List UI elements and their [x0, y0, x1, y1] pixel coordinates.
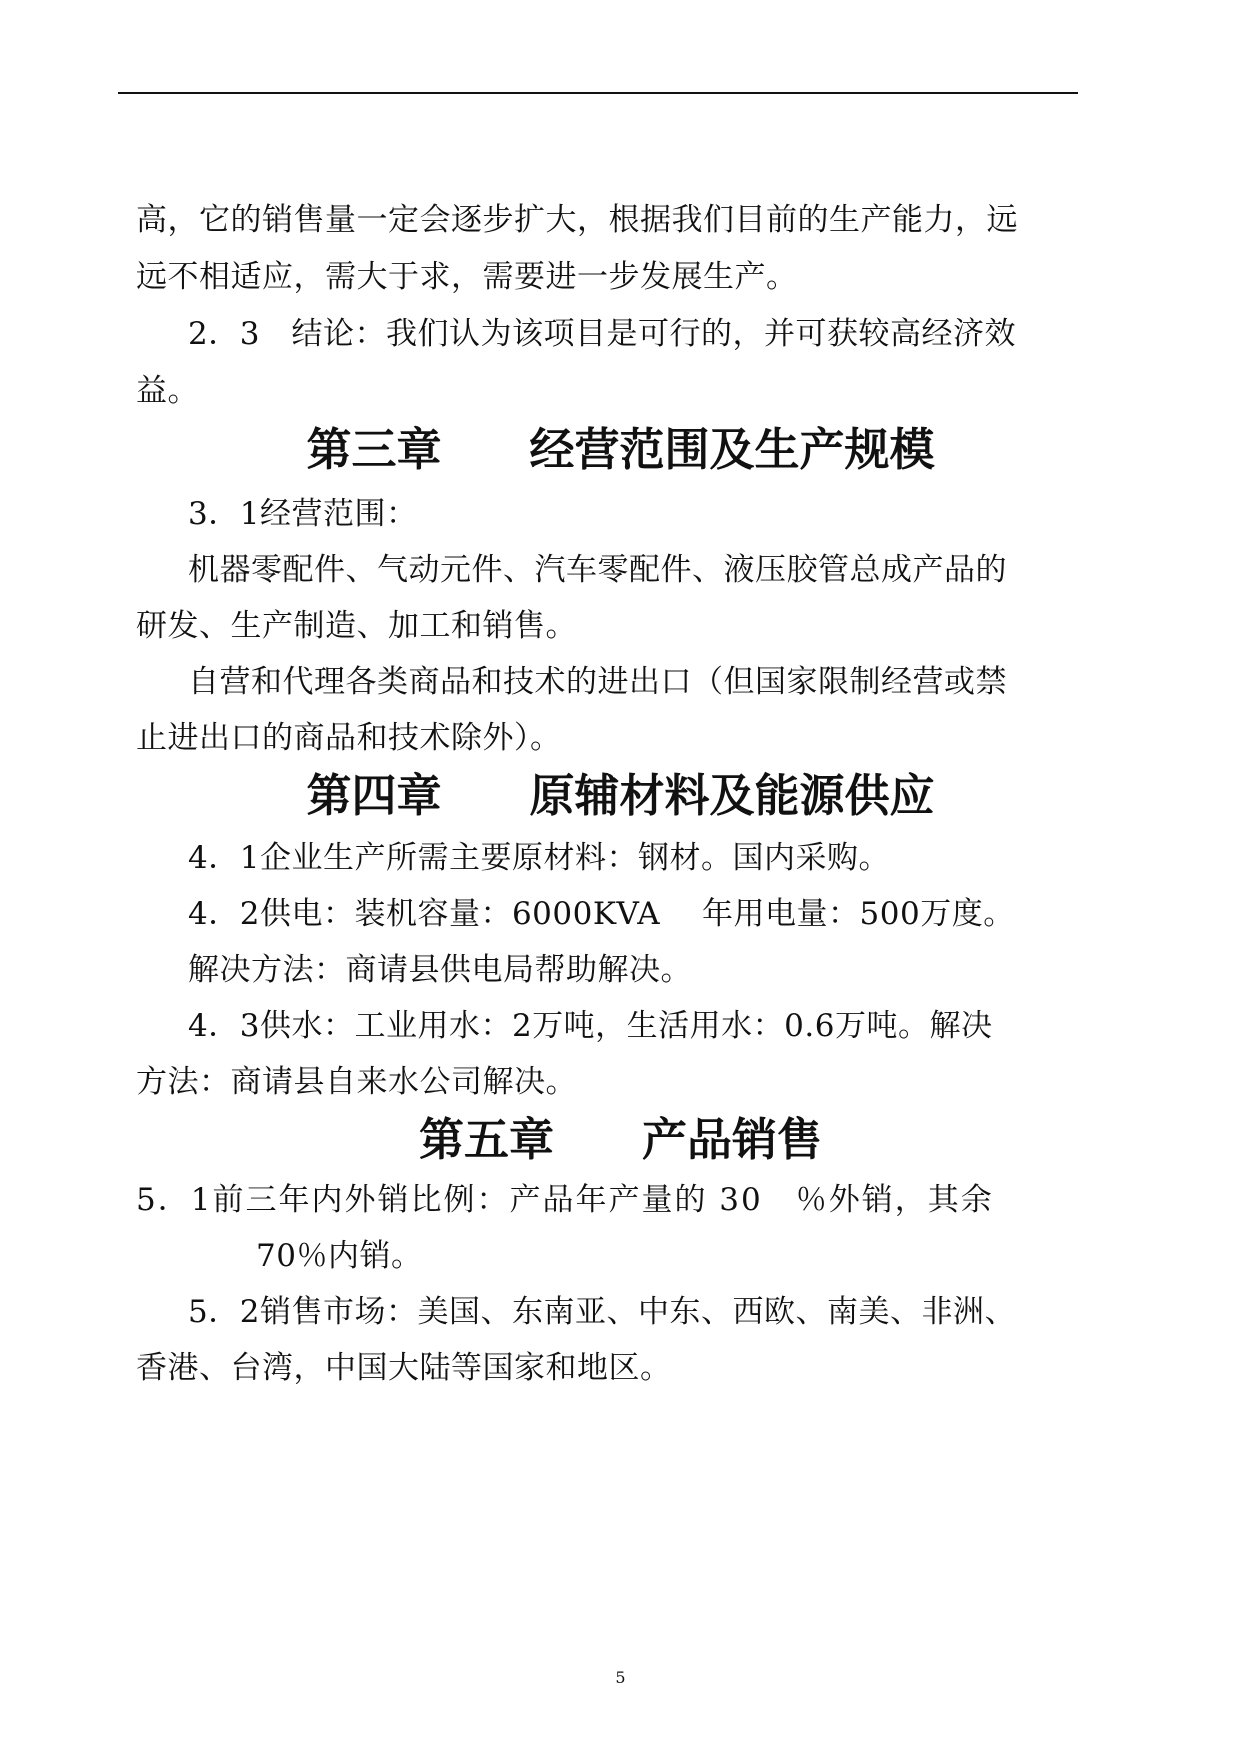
scope-line: 研发、生产制造、加工和销售。 — [136, 608, 577, 644]
chapter-5-heading — [0, 1112, 1241, 1168]
page-number: 5 — [615, 1668, 626, 1687]
section-5-2: 香港、台湾，中国大陆等国家和地区。 — [136, 1350, 672, 1386]
trade-line: 自营和代理各类商品和技术的进出口（但国家限制经营或禁 — [188, 664, 1007, 700]
chapter-3-number: 第三章 — [306, 423, 442, 476]
trade-line: 止进出口的商品和技术除外）。 — [136, 720, 562, 756]
section-4-2-solution: 解决方法：商请县供电局帮助解决。 — [188, 952, 692, 988]
section-3-1-label: 3．1经营范围： — [188, 496, 418, 532]
scope-line: 机器零配件、气动元件、汽车零配件、液压胶管总成产品的 — [188, 552, 1007, 588]
chapter-4-number: 第四章 — [306, 769, 442, 822]
section-4-2: 4．2供电：装机容量：6000KVA 年用电量：500万度。 — [188, 896, 1015, 932]
chapter-5-title: 产品销售 — [642, 1113, 823, 1166]
chapter-4-title: 原辅材料及能源供应 — [529, 769, 935, 822]
chapter-3-title: 经营范围及生产规模 — [529, 423, 935, 476]
section-4-3: 方法：商请县自来水公司解决。 — [136, 1064, 577, 1100]
section-5-1: 70％内销。 — [256, 1238, 423, 1274]
section-4-3: 4．3供水：工业用水：2万吨，生活用水：0.6万吨。解决 — [188, 1008, 993, 1044]
section-5-2: 5．2销售市场：美国、东南亚、中东、西欧、南美、非洲、 — [188, 1294, 1016, 1330]
paragraph-line: 高，它的销售量一定会逐步扩大，根据我们目前的生产能力，远 — [136, 202, 1018, 238]
chapter-3-heading — [0, 422, 1241, 478]
section-4-1: 4．1企业生产所需主要原材料：钢材。国内采购。 — [188, 840, 890, 876]
chapter-4-heading — [0, 768, 1241, 824]
header-rule — [118, 92, 1078, 94]
chapter-5-number: 第五章 — [418, 1113, 554, 1166]
section-5-1: 5．1前三年内外销比例：产品年产量的 30 ％外销，其余 — [136, 1182, 994, 1218]
paragraph-line: 远不相适应，需大于求，需要进一步发展生产。 — [136, 259, 798, 295]
conclusion-line: 2．3 结论：我们认为该项目是可行的，并可获较高经济效 — [188, 316, 1016, 352]
conclusion-line: 益。 — [136, 373, 199, 409]
